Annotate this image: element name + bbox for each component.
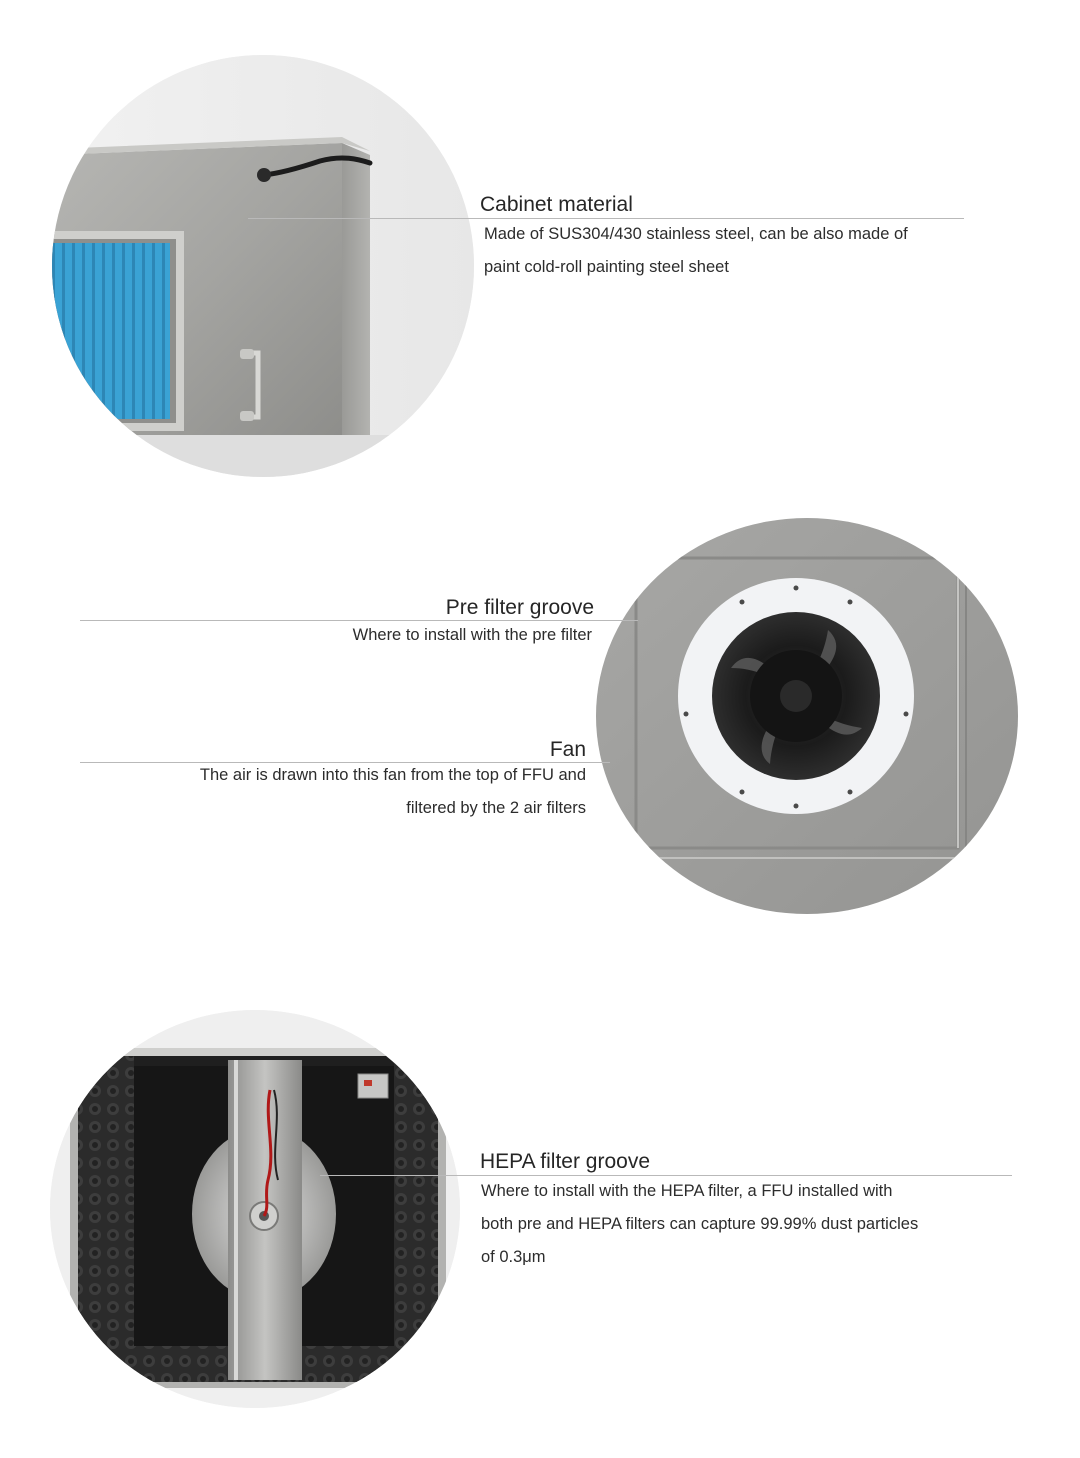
pre-filter-title: Pre filter groove (445, 596, 594, 619)
hepa-groove-photo (50, 1010, 460, 1408)
fan-photo (596, 518, 1018, 914)
fan-desc-line-2: filtered by the 2 air filters (406, 799, 586, 817)
hepa-desc-line-2: both pre and HEPA filters can capture 99.99% dust particles (481, 1215, 919, 1233)
cabinet-photo (52, 55, 474, 477)
cabinet-desc-line-1: Made of SUS304/430 stainless steel, can be also made of (484, 225, 908, 243)
cabinet-desc-line-2: paint cold-roll painting steel sheet (484, 258, 729, 276)
hepa-desc-line-1: Where to install with the HEPA filter, a FFU installed with (481, 1182, 893, 1200)
hepa-title: HEPA filter groove (480, 1150, 651, 1173)
cabinet-title: Cabinet material (480, 193, 633, 216)
pre-filter-desc-line-1: Where to install with the pre filter (352, 626, 592, 644)
hepa-desc-line-3: of 0.3μm (481, 1248, 546, 1266)
fan-desc-line-1: The air is drawn into this fan from the top of FFU and (199, 766, 586, 784)
fan-title: Fan (549, 738, 586, 761)
